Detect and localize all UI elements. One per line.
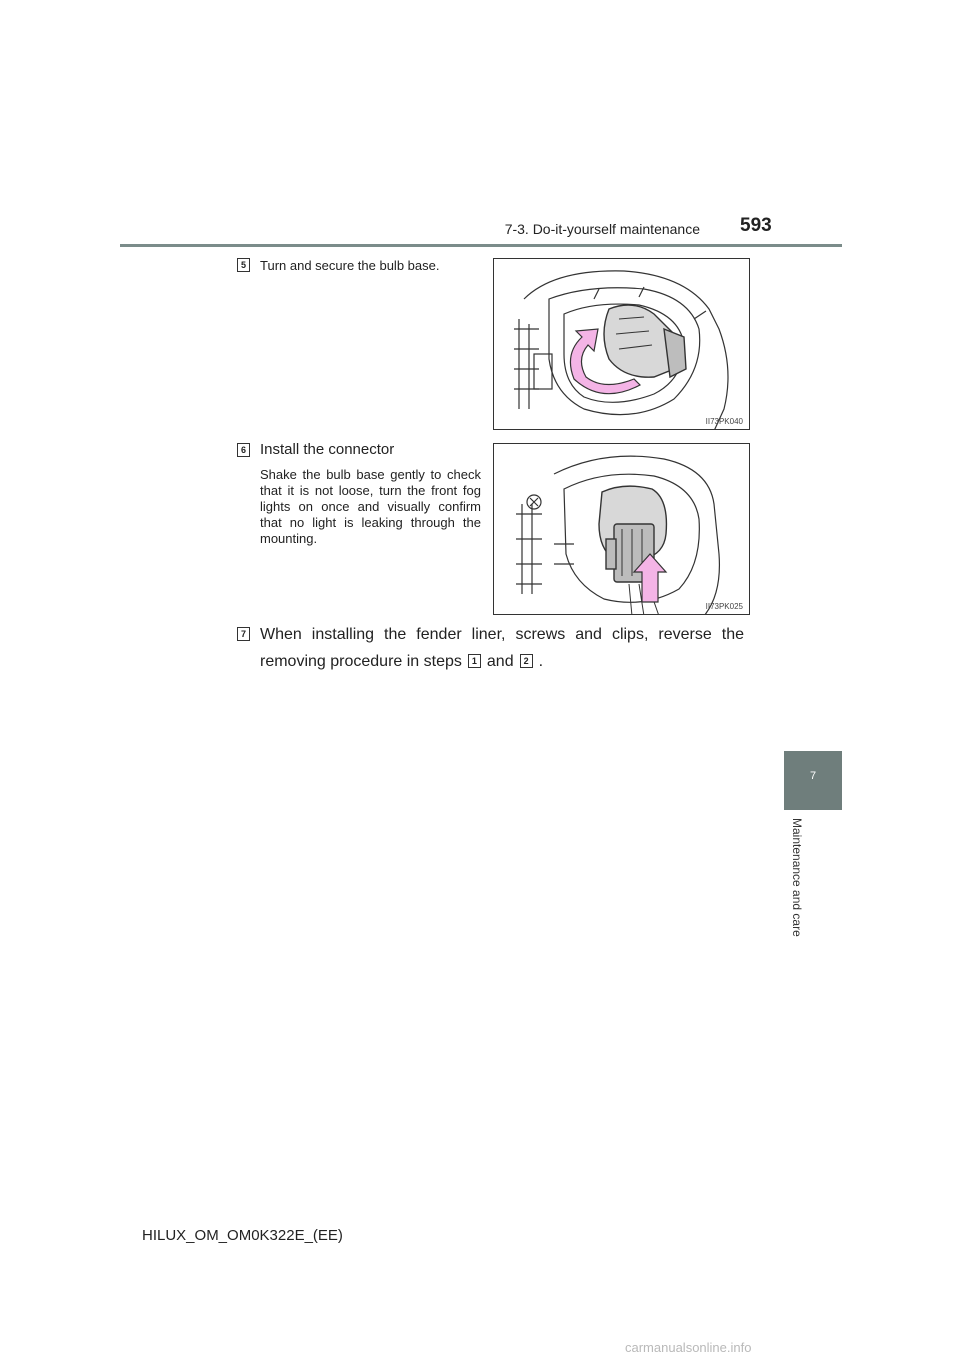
step-number-5: 5 — [237, 258, 250, 272]
step-7-text-c: . — [538, 653, 544, 670]
step-6-text: Shake the bulb base gently to check that it is not loose, turn the front fog lights on once and visually confirm that no light is leaking through the mounting. — [260, 467, 481, 546]
figure-code: II73PK025 — [705, 602, 743, 611]
step-number-6: 6 — [237, 443, 250, 457]
connector-illustration — [494, 444, 750, 615]
section-title: 7-3. Do-it-yourself maintenance — [504, 221, 700, 237]
watermark: carmanualsonline.info — [625, 1340, 752, 1355]
header-rule — [120, 244, 842, 247]
step-5-text: Turn and secure the bulb base. — [260, 258, 440, 273]
step-7-text-a: When installing the fender liner, screws and clips, reverse the removing procedure in steps — [260, 626, 744, 670]
figure-code: II73PK040 — [705, 417, 743, 426]
chapter-label: Maintenance and care — [790, 818, 804, 937]
document-id: HILUX_OM_OM0K322E_(EE) — [142, 1227, 343, 1244]
figure-bulb-turn — [493, 258, 750, 430]
chapter-number: 7 — [809, 770, 817, 782]
step-ref-2: 2 — [520, 654, 533, 668]
step-7-text-b: and — [486, 653, 514, 670]
step-6-title: Install the connector — [260, 441, 395, 458]
figure-connector-install — [493, 443, 750, 615]
step-ref-1: 1 — [468, 654, 481, 668]
step-number-7: 7 — [237, 627, 250, 641]
step-7-text — [260, 621, 744, 675]
bulb-turn-illustration — [494, 259, 750, 430]
page-number: 593 — [740, 215, 772, 236]
